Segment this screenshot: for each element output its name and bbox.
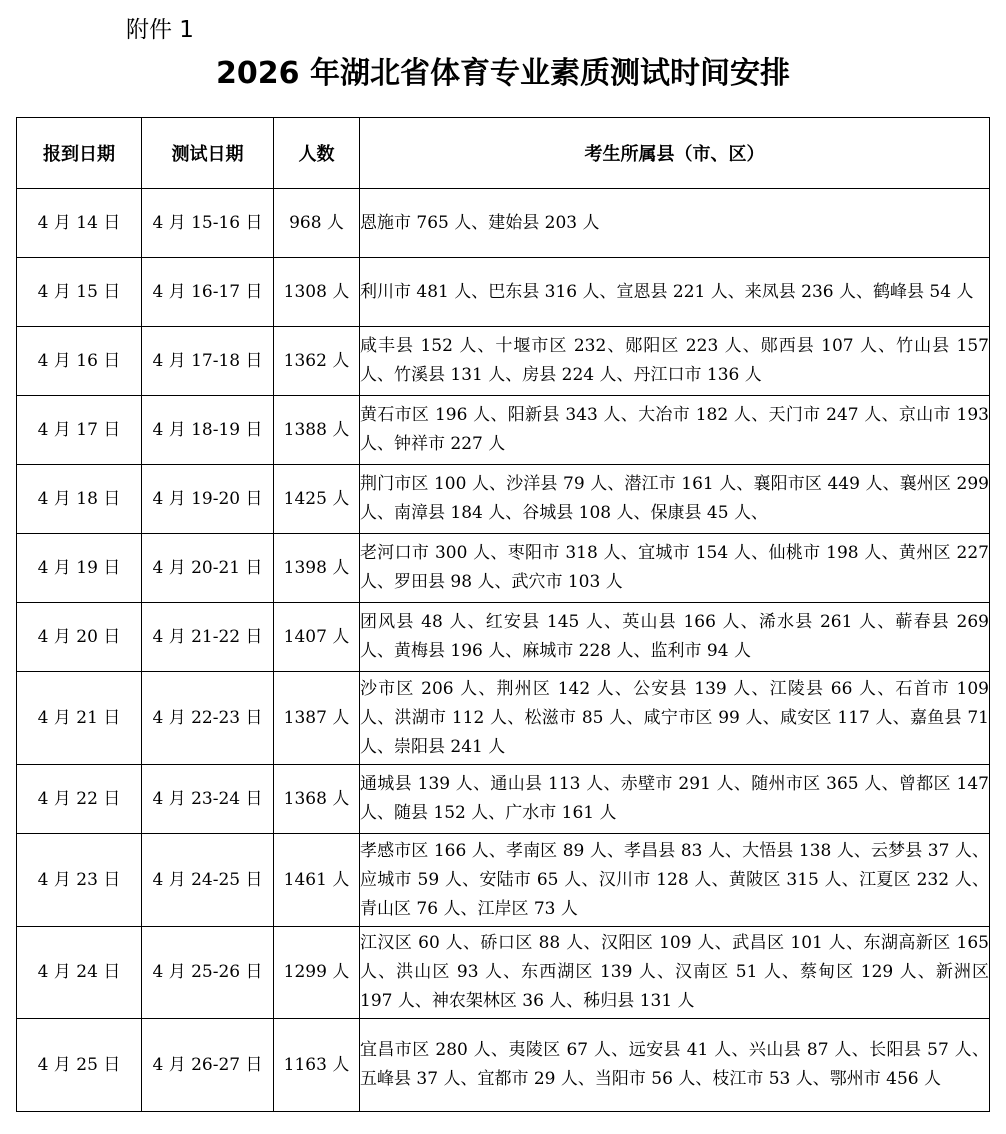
test-date-cell: 4 月 21-22 日 [142,603,274,672]
header-counties: 考生所属县（市、区） [360,118,990,189]
counties-cell: 荆门市区 100 人、沙洋县 79 人、潜江市 161 人、襄阳市区 449 人、襄州区 299 人、南漳县 184 人、谷城县 108 人、保康县 45 人、 [360,465,990,534]
table-header-row [17,118,990,189]
count-cell: 1163 人 [274,1019,360,1112]
test-date-cell: 4 月 25-26 日 [142,927,274,1019]
counties-cell: 恩施市 765 人、建始县 203 人 [360,189,990,258]
report-date-cell: 4 月 25 日 [17,1019,142,1112]
test-date-cell: 4 月 22-23 日 [142,672,274,765]
report-date-cell: 4 月 24 日 [17,927,142,1019]
test-date-cell: 4 月 18-19 日 [142,396,274,465]
count-cell: 1388 人 [274,396,360,465]
counties-cell: 通城县 139 人、通山县 113 人、赤壁市 291 人、随州市区 365 人、曾都区 147 人、随县 152 人、广水市 161 人 [360,765,990,834]
report-date-cell: 4 月 20 日 [17,603,142,672]
report-date-cell: 4 月 22 日 [17,765,142,834]
report-date-cell: 4 月 23 日 [17,834,142,927]
table-row [17,672,990,765]
test-date-cell: 4 月 20-21 日 [142,534,274,603]
test-date-cell: 4 月 24-25 日 [142,834,274,927]
report-date-cell: 4 月 17 日 [17,396,142,465]
header-test-date: 测试日期 [142,118,274,189]
report-date-cell: 4 月 19 日 [17,534,142,603]
document-title: 2026 年湖北省体育专业素质测试时间安排 [216,56,790,91]
counties-cell: 孝感市区 166 人、孝南区 89 人、孝昌县 83 人、大悟县 138 人、云梦县 37 人、应城市 59 人、安陆市 65 人、汉川市 128 人、黄陂区 315 人、江夏区 232 人、青山区 76 人、江岸区 73 人 [360,834,990,927]
count-cell: 1398 人 [274,534,360,603]
count-cell: 1425 人 [274,465,360,534]
count-cell: 1362 人 [274,327,360,396]
table-row [17,927,990,1019]
counties-cell: 黄石市区 196 人、阳新县 343 人、大冶市 182 人、天门市 247 人、京山市 193 人、钟祥市 227 人 [360,396,990,465]
table-row [17,258,990,327]
table-row [17,1019,990,1112]
count-cell: 968 人 [274,189,360,258]
count-cell: 1299 人 [274,927,360,1019]
count-cell: 1461 人 [274,834,360,927]
test-date-cell: 4 月 23-24 日 [142,765,274,834]
count-cell: 1407 人 [274,603,360,672]
header-count: 人数 [274,118,360,189]
test-date-cell: 4 月 17-18 日 [142,327,274,396]
table-row [17,603,990,672]
report-date-cell: 4 月 21 日 [17,672,142,765]
table-row [17,765,990,834]
counties-cell: 咸丰县 152 人、十堰市区 232、郧阳区 223 人、郧西县 107 人、竹山县 157 人、竹溪县 131 人、房县 224 人、丹江口市 136 人 [360,327,990,396]
counties-cell: 老河口市 300 人、枣阳市 318 人、宜城市 154 人、仙桃市 198 人、黄州区 227 人、罗田县 98 人、武穴市 103 人 [360,534,990,603]
counties-cell: 团风县 48 人、红安县 145 人、英山县 166 人、浠水县 261 人、蕲春县 269 人、黄梅县 196 人、麻城市 228 人、监利市 94 人 [360,603,990,672]
table-row [17,396,990,465]
test-date-cell: 4 月 16-17 日 [142,258,274,327]
report-date-cell: 4 月 14 日 [17,189,142,258]
count-cell: 1308 人 [274,258,360,327]
report-date-cell: 4 月 15 日 [17,258,142,327]
header-report-date: 报到日期 [17,118,142,189]
schedule-table [16,117,990,1112]
test-date-cell: 4 月 19-20 日 [142,465,274,534]
test-date-cell: 4 月 26-27 日 [142,1019,274,1112]
attachment-label: 附件 1 [126,17,194,43]
counties-cell: 江汉区 60 人、硚口区 88 人、汉阳区 109 人、武昌区 101 人、东湖高新区 165 人、洪山区 93 人、东西湖区 139 人、汉南区 51 人、蔡甸区 129 人、新洲区 197 人、神农架林区 36 人、秭归县 131 人 [360,927,990,1019]
test-date-cell: 4 月 15-16 日 [142,189,274,258]
counties-cell: 沙市区 206 人、荆州区 142 人、公安县 139 人、江陵县 66 人、石首市 109 人、洪湖市 112 人、松滋市 85 人、咸宁市区 99 人、咸安区 117 人、嘉鱼县 71 人、崇阳县 241 人 [360,672,990,765]
table-row [17,465,990,534]
count-cell: 1387 人 [274,672,360,765]
report-date-cell: 4 月 16 日 [17,327,142,396]
table-row [17,327,990,396]
table-row [17,534,990,603]
count-cell: 1368 人 [274,765,360,834]
counties-cell: 宜昌市区 280 人、夷陵区 67 人、远安县 41 人、兴山县 87 人、长阳县 57 人、五峰县 37 人、宜都市 29 人、当阳市 56 人、枝江市 53 人、鄂州市 456 人 [360,1019,990,1112]
counties-cell: 利川市 481 人、巴东县 316 人、宣恩县 221 人、来凤县 236 人、鹤峰县 54 人 [360,258,990,327]
report-date-cell: 4 月 18 日 [17,465,142,534]
table-row [17,189,990,258]
table-row [17,834,990,927]
